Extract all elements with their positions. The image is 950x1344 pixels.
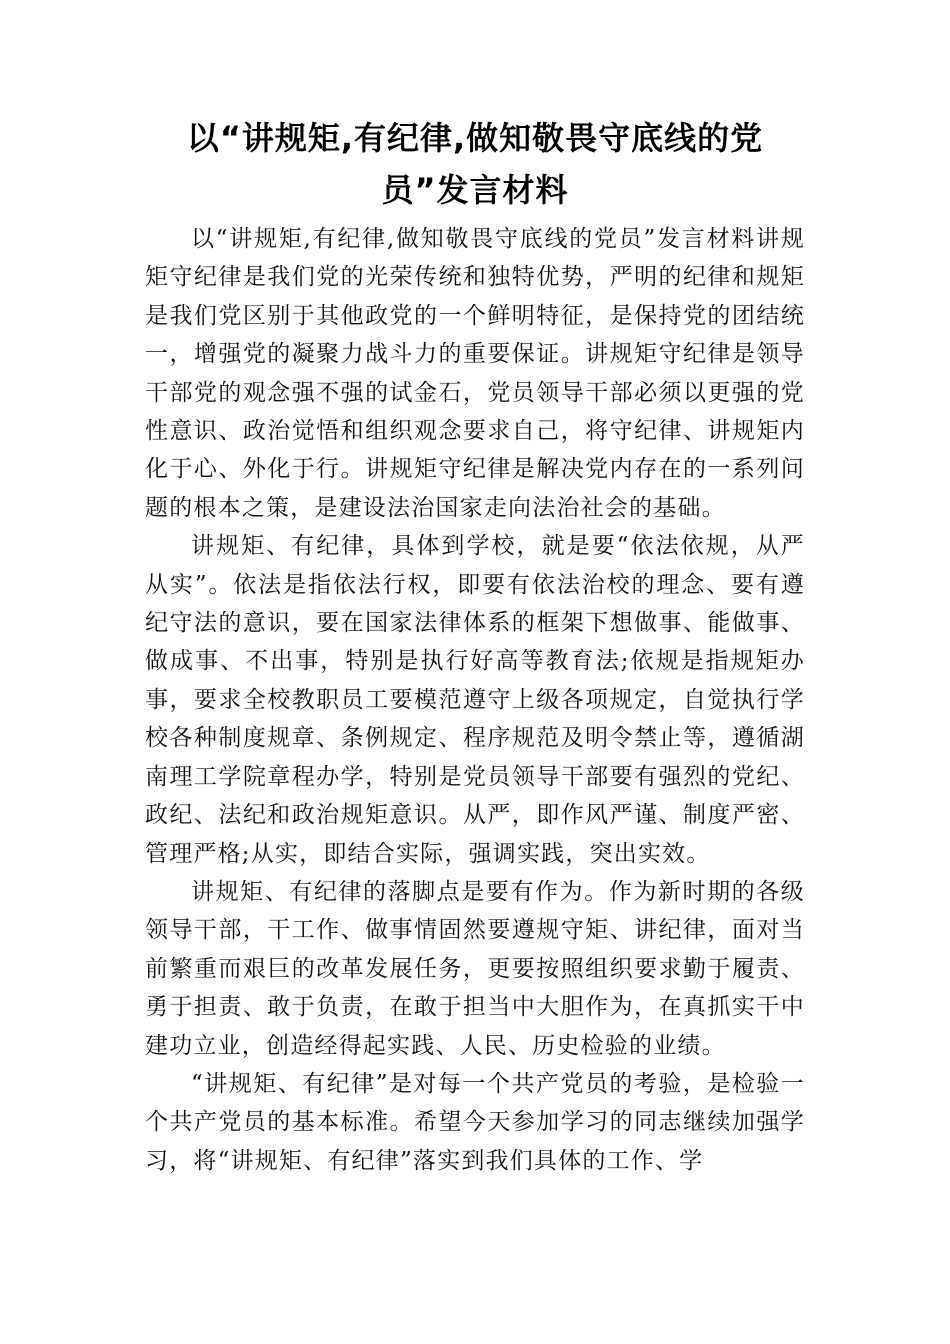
paragraph-1: 以“讲规矩,有纪律,做知敬畏守底线的党员”发言材料讲规矩守纪律是我们党的光荣传统和独特优势，严明的纪律和规矩是我们党区别于其他政党的一个鲜明特征，是保持党的团结统一，增强党的凝聚力战斗力的重要保证。讲规矩守纪律是领导干部党的观念强不强的试金石，党员领导干部必须以更强的党性意识、政治觉悟和组织观念要求自己，将守纪律、讲规矩内化于心、外化于行。讲规矩守纪律是解决党内存在的一系列问题的根本之策，是建设法治国家走向法治社会的基础。 — [145, 226, 805, 521]
paragraph-4: “讲规矩、有纪律”是对每一个共产党员的考验，是检验一个共产党员的基本标准。希望今天参加学习的同志继续加强学习，将“讲规矩、有纪律”落实到我们具体的工作、学 — [145, 1070, 805, 1174]
document-title: 以“讲规矩,有纪律,做知敬畏守底线的党员”发言材料 — [186, 119, 764, 209]
document-body — [145, 220, 805, 1180]
paragraph-2: 讲规矩、有纪律，具体到学校，就是要“依法依规，从严从实”。依法是指依法行权，即要有依法治校的理念、要有遵纪守法的意识，要在国家法律体系的框架下想做事、能做事、做成事、不出事，特别是执行好高等教育法;依规是指规矩办事，要求全校教职员工要模范遵守上级各项规定，自觉执行学校各种制度规章、条例规定、程序规范及明令禁止等，遵循湖南理工学院章程办学，特别是党员领导干部要有强烈的党纪、政纪、法纪和政治规矩意识。从严，即作风严谨、制度严密、管理严格;从实，即结合实际，强调实践，突出实效。 — [145, 533, 805, 867]
paragraph-3: 讲规矩、有纪律的落脚点是要有作为。作为新时期的各级领导干部，干工作、做事情固然要遵规守矩、讲纪律，面对当前繁重而艰巨的改革发展任务，更要按照组织要求勤于履责、勇于担责、敢于负责，在敢于担当中大胆作为，在真抓实干中建功立业，创造经得起实践、人民、历史检验的业绩。 — [145, 878, 805, 1059]
